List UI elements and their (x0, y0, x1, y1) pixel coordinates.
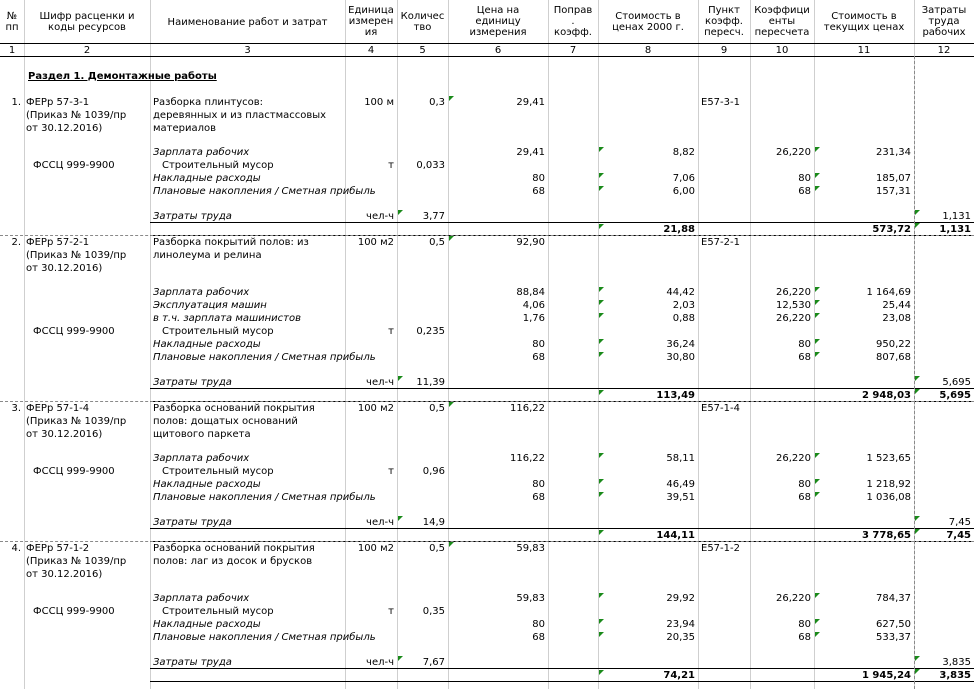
column-header-line: Единица (348, 5, 394, 16)
column-header-line: текущих ценах (823, 22, 905, 33)
item-unit: 100 м (364, 97, 394, 108)
cost-row-coef: 80 (798, 173, 811, 184)
item-code: ФЕРр 57-2-1 (26, 237, 90, 248)
cost-row-label: Накладные расходы (153, 619, 261, 630)
total-cost2000: 74,21 (663, 670, 695, 681)
resource-quantity: 14,9 (422, 517, 445, 528)
cost-row-coef: 26,220 (776, 453, 811, 464)
cell-marker-icon (915, 376, 920, 381)
cost-row-coef: 26,220 (776, 147, 811, 158)
total-line (150, 222, 974, 223)
column-number: 4 (367, 45, 375, 56)
cell-marker-icon (398, 516, 403, 521)
cost-row-price: 68 (532, 186, 545, 197)
cost-row-label: Затраты труда (153, 517, 232, 528)
cost-row-current: 157,31 (876, 186, 911, 197)
item-separator (0, 401, 974, 402)
item-number: 1. (11, 97, 21, 108)
column-header-line: коды ресурсов (48, 22, 126, 33)
cost-row-cost2000: 23,94 (666, 619, 695, 630)
column-header-line: ценах 2000 г. (612, 22, 684, 33)
item-price: 29,41 (516, 97, 545, 108)
cost-row-coef: 12,530 (776, 300, 811, 311)
item-separator (0, 541, 974, 542)
cost-row-price: 29,41 (516, 147, 545, 158)
resource-quantity: 3,77 (422, 211, 445, 222)
cost-row-price: 59,83 (516, 593, 545, 604)
header-border (0, 43, 974, 44)
item-coef-point: Е57-1-4 (701, 403, 740, 414)
item-name: линолеума и релина (153, 250, 262, 261)
item-name: деревянных и из пластмассовых (153, 110, 327, 121)
column-number: 9 (720, 45, 728, 56)
cell-marker-icon (599, 530, 604, 535)
item-quantity: 0,3 (429, 97, 445, 108)
resource-name: Строительный мусор (162, 466, 274, 477)
item-price: 59,83 (516, 543, 545, 554)
column-header-line: Количес (400, 11, 445, 22)
total-line (150, 528, 974, 529)
resource-quantity: 7,67 (422, 657, 445, 668)
item-number: 4. (11, 543, 21, 554)
cost-row-cost2000: 8,82 (672, 147, 695, 158)
cost-row-current: 1 164,69 (866, 287, 911, 298)
cell-marker-icon (915, 516, 920, 521)
cell-marker-icon (398, 210, 403, 215)
resource-code: ФССЦ 999-9900 (33, 160, 115, 171)
column-number: 12 (937, 45, 951, 56)
cost-row-current: 950,22 (876, 339, 911, 350)
item-quantity: 0,5 (429, 403, 445, 414)
column-header (448, 5, 548, 38)
cell-marker-icon (599, 186, 604, 191)
item-coef-point: Е57-1-2 (701, 543, 740, 554)
resource-quantity: 0,033 (416, 160, 445, 171)
labor-value: 3,835 (942, 657, 971, 668)
column-number: 7 (569, 45, 577, 56)
column-divider (548, 0, 549, 689)
resource-unit: чел-ч (366, 517, 394, 528)
cost-row-cost2000: 7,06 (672, 173, 695, 184)
resource-unit: т (388, 326, 394, 337)
cost-row-label: Затраты труда (153, 377, 232, 388)
resource-unit: т (388, 606, 394, 617)
cost-row-coef: 80 (798, 339, 811, 350)
column-header-line: ия (364, 27, 378, 38)
labor-value: 1,131 (942, 211, 971, 222)
item-separator (0, 235, 974, 236)
item-code: (Приказ № 1039/пр (26, 556, 127, 567)
cost-row-label: Плановые накопления / Сметная прибыль (153, 186, 376, 197)
column-divider (150, 0, 151, 689)
total-current: 3 778,65 (861, 530, 911, 541)
cost-row-current: 807,68 (876, 352, 911, 363)
cell-marker-icon (599, 300, 604, 305)
cost-row-price: 4,06 (522, 300, 545, 311)
item-code: от 30.12.2016) (26, 263, 103, 274)
cost-row-label: Зарплата рабочих (153, 593, 250, 604)
cost-row-price: 80 (532, 339, 545, 350)
item-name: полов: дощатых оснований (153, 416, 298, 427)
cost-row-price: 88,84 (516, 287, 545, 298)
cost-row-coef: 80 (798, 619, 811, 630)
item-code: (Приказ № 1039/пр (26, 110, 127, 121)
total-line (150, 668, 974, 669)
item-code: от 30.12.2016) (26, 123, 103, 134)
cost-row-coef: 26,220 (776, 287, 811, 298)
cost-row-label: Зарплата рабочих (153, 287, 250, 298)
total-current: 2 948,03 (861, 390, 911, 401)
cost-row-cost2000: 20,35 (666, 632, 695, 643)
item-code: ФЕРр 57-1-2 (26, 543, 90, 554)
cost-row-cost2000: 0,88 (672, 313, 695, 324)
column-divider (698, 0, 699, 689)
column-header (150, 17, 345, 28)
cost-row-cost2000: 36,24 (666, 339, 695, 350)
column-divider (24, 0, 25, 689)
cost-row-price: 116,22 (510, 453, 545, 464)
item-code: ФЕРр 57-1-4 (26, 403, 90, 414)
column-header (0, 11, 24, 33)
total-cost2000: 21,88 (663, 224, 695, 235)
cell-marker-icon (599, 352, 604, 357)
item-price: 116,22 (510, 403, 545, 414)
labor-column-divider (914, 56, 915, 689)
total-bottom-line (150, 681, 974, 682)
cost-row-label: Накладные расходы (153, 339, 261, 350)
cost-row-cost2000: 39,51 (666, 492, 695, 503)
column-header-line: труда (928, 16, 960, 27)
item-name: щитового паркета (153, 429, 251, 440)
column-header-line: Пункт (708, 5, 740, 16)
labor-value: 5,695 (942, 377, 971, 388)
cost-row-label: Затраты труда (153, 211, 232, 222)
cost-row-cost2000: 30,80 (666, 352, 695, 363)
cost-row-current: 25,44 (882, 300, 911, 311)
cost-row-cost2000: 29,92 (666, 593, 695, 604)
total-labor: 7,45 (946, 530, 971, 541)
cell-marker-icon (915, 210, 920, 215)
cell-marker-icon (599, 313, 604, 318)
cell-marker-icon (599, 479, 604, 484)
resource-code: ФССЦ 999-9900 (33, 606, 115, 617)
column-header-line: пп (5, 22, 19, 33)
cell-marker-icon (599, 670, 604, 675)
cost-row-cost2000: 6,00 (672, 186, 695, 197)
cell-marker-icon (599, 593, 604, 598)
column-number: 2 (83, 45, 91, 56)
cell-marker-icon (599, 224, 604, 229)
section-title: Раздел 1. Демонтажные работы (28, 71, 217, 82)
column-header-line: Коэффици (754, 5, 810, 16)
item-name: Разборка оснований покрытия (153, 403, 315, 414)
cell-marker-icon (599, 147, 604, 152)
item-code: (Приказ № 1039/пр (26, 416, 127, 427)
item-name: полов: лаг из досок и брусков (153, 556, 313, 567)
cell-marker-icon (599, 173, 604, 178)
cost-row-coef: 80 (798, 479, 811, 490)
cell-marker-icon (599, 390, 604, 395)
total-labor: 1,131 (939, 224, 971, 235)
column-header-line: Цена на (476, 5, 520, 16)
column-header-line: № (6, 11, 18, 22)
cell-marker-icon (599, 339, 604, 344)
column-header-line: . (571, 16, 575, 27)
cost-row-price: 80 (532, 479, 545, 490)
column-header-line: рабочих (922, 27, 966, 38)
cost-row-coef: 26,220 (776, 313, 811, 324)
cell-marker-icon (915, 656, 920, 661)
item-quantity: 0,5 (429, 237, 445, 248)
column-header-line: измерения (469, 27, 527, 38)
cost-row-current: 1 036,08 (866, 492, 911, 503)
header-border (0, 56, 974, 57)
item-code: от 30.12.2016) (26, 569, 103, 580)
cost-row-coef: 68 (798, 352, 811, 363)
cost-row-price: 80 (532, 173, 545, 184)
total-labor: 5,695 (939, 390, 971, 401)
item-number: 2. (11, 237, 21, 248)
cost-row-label: Накладные расходы (153, 173, 261, 184)
resource-quantity: 0,96 (422, 466, 445, 477)
cell-marker-icon (599, 287, 604, 292)
item-number: 3. (11, 403, 21, 414)
cost-row-cost2000: 58,11 (666, 453, 695, 464)
column-number: 6 (494, 45, 502, 56)
column-header (345, 5, 397, 38)
cost-row-price: 1,76 (522, 313, 545, 324)
resource-name: Строительный мусор (162, 326, 274, 337)
cost-row-current: 1 218,92 (866, 479, 911, 490)
column-header-line: Шифр расценки и (39, 11, 135, 22)
column-header (598, 11, 698, 33)
resource-unit: чел-ч (366, 211, 394, 222)
cost-row-current: 533,37 (876, 632, 911, 643)
column-number: 10 (775, 45, 789, 56)
cost-row-current: 1 523,65 (866, 453, 911, 464)
column-header (814, 11, 914, 33)
cost-row-price: 68 (532, 492, 545, 503)
item-unit: 100 м2 (357, 237, 394, 248)
item-coef-point: Е57-3-1 (701, 97, 740, 108)
total-line (150, 388, 974, 389)
column-number: 1 (8, 45, 16, 56)
item-name: материалов (153, 123, 217, 134)
total-labor: 3,835 (939, 670, 971, 681)
cost-row-cost2000: 44,42 (666, 287, 695, 298)
column-number: 3 (244, 45, 251, 56)
cost-row-label: Зарплата рабочих (153, 147, 250, 158)
column-header-line: тво (413, 22, 432, 33)
cost-row-price: 68 (532, 352, 545, 363)
item-name: Разборка оснований покрытия (153, 543, 315, 554)
item-name: Разборка плинтусов: (153, 97, 264, 108)
cost-row-label: в т.ч. зарплата машинистов (153, 313, 302, 324)
column-header-line: пересчета (754, 27, 810, 38)
cell-marker-icon (599, 632, 604, 637)
column-header (914, 5, 974, 38)
cost-row-cost2000: 2,03 (672, 300, 695, 311)
column-header-line: единицу (475, 16, 521, 27)
item-code: ФЕРр 57-3-1 (26, 97, 90, 108)
cost-row-label: Затраты труда (153, 657, 232, 668)
cell-marker-icon (398, 656, 403, 661)
cost-row-current: 784,37 (876, 593, 911, 604)
column-header-line: коэфф. (705, 16, 743, 27)
resource-quantity: 11,39 (416, 377, 445, 388)
cost-row-coef: 26,220 (776, 593, 811, 604)
total-cost2000: 144,11 (656, 530, 695, 541)
resource-unit: т (388, 466, 394, 477)
cost-row-current: 231,34 (876, 147, 911, 158)
resource-quantity: 0,35 (422, 606, 445, 617)
cost-row-current: 627,50 (876, 619, 911, 630)
column-header-line: Стоимость в (615, 11, 681, 22)
cost-row-label: Зарплата рабочих (153, 453, 250, 464)
cell-marker-icon (599, 453, 604, 458)
resource-code: ФССЦ 999-9900 (33, 466, 115, 477)
item-quantity: 0,5 (429, 543, 445, 554)
total-cost2000: 113,49 (656, 390, 695, 401)
cost-row-label: Накладные расходы (153, 479, 261, 490)
cost-row-coef: 68 (798, 186, 811, 197)
item-unit: 100 м2 (357, 403, 394, 414)
item-code: от 30.12.2016) (26, 429, 103, 440)
cost-row-label: Плановые накопления / Сметная прибыль (153, 632, 376, 643)
cost-row-current: 185,07 (876, 173, 911, 184)
resource-code: ФССЦ 999-9900 (33, 326, 115, 337)
item-coef-point: Е57-2-1 (701, 237, 740, 248)
cost-row-cost2000: 46,49 (666, 479, 695, 490)
column-header-line: измерен (348, 16, 394, 27)
labor-value: 7,45 (948, 517, 971, 528)
item-price: 92,90 (516, 237, 545, 248)
column-number: 11 (857, 45, 871, 56)
column-header (548, 5, 598, 38)
column-header (24, 11, 150, 33)
item-unit: 100 м2 (357, 543, 394, 554)
resource-name: Строительный мусор (162, 160, 274, 171)
cost-row-price: 68 (532, 632, 545, 643)
resource-unit: чел-ч (366, 377, 394, 388)
column-header-line: Затраты (921, 5, 967, 16)
cost-row-label: Плановые накопления / Сметная прибыль (153, 352, 376, 363)
column-number: 8 (644, 45, 652, 56)
cost-row-coef: 68 (798, 632, 811, 643)
resource-unit: чел-ч (366, 657, 394, 668)
item-name: Разборка покрытий полов: из (153, 237, 309, 248)
column-header (397, 11, 448, 33)
column-header (750, 5, 814, 38)
item-code: (Приказ № 1039/пр (26, 250, 127, 261)
cell-marker-icon (599, 619, 604, 624)
column-header-line: Стоимость в (831, 11, 897, 22)
resource-name: Строительный мусор (162, 606, 274, 617)
cost-row-label: Плановые накопления / Сметная прибыль (153, 492, 376, 503)
cost-row-label: Эксплуатация машин (153, 300, 267, 311)
column-header-line: коэфф. (554, 27, 592, 38)
column-header-line: Поправ (553, 5, 593, 16)
column-number: 5 (419, 45, 426, 56)
cost-row-coef: 68 (798, 492, 811, 503)
column-header-line: енты (768, 16, 796, 27)
resource-unit: т (388, 160, 394, 171)
cell-marker-icon (398, 376, 403, 381)
column-header-line: Наименование работ и затрат (167, 17, 328, 28)
column-header-line: пересч. (704, 27, 744, 38)
total-current: 573,72 (872, 224, 911, 235)
cost-row-current: 23,08 (882, 313, 911, 324)
total-current: 1 945,24 (861, 670, 911, 681)
cell-marker-icon (599, 492, 604, 497)
column-header (698, 5, 750, 38)
resource-quantity: 0,235 (416, 326, 445, 337)
cost-row-price: 80 (532, 619, 545, 630)
